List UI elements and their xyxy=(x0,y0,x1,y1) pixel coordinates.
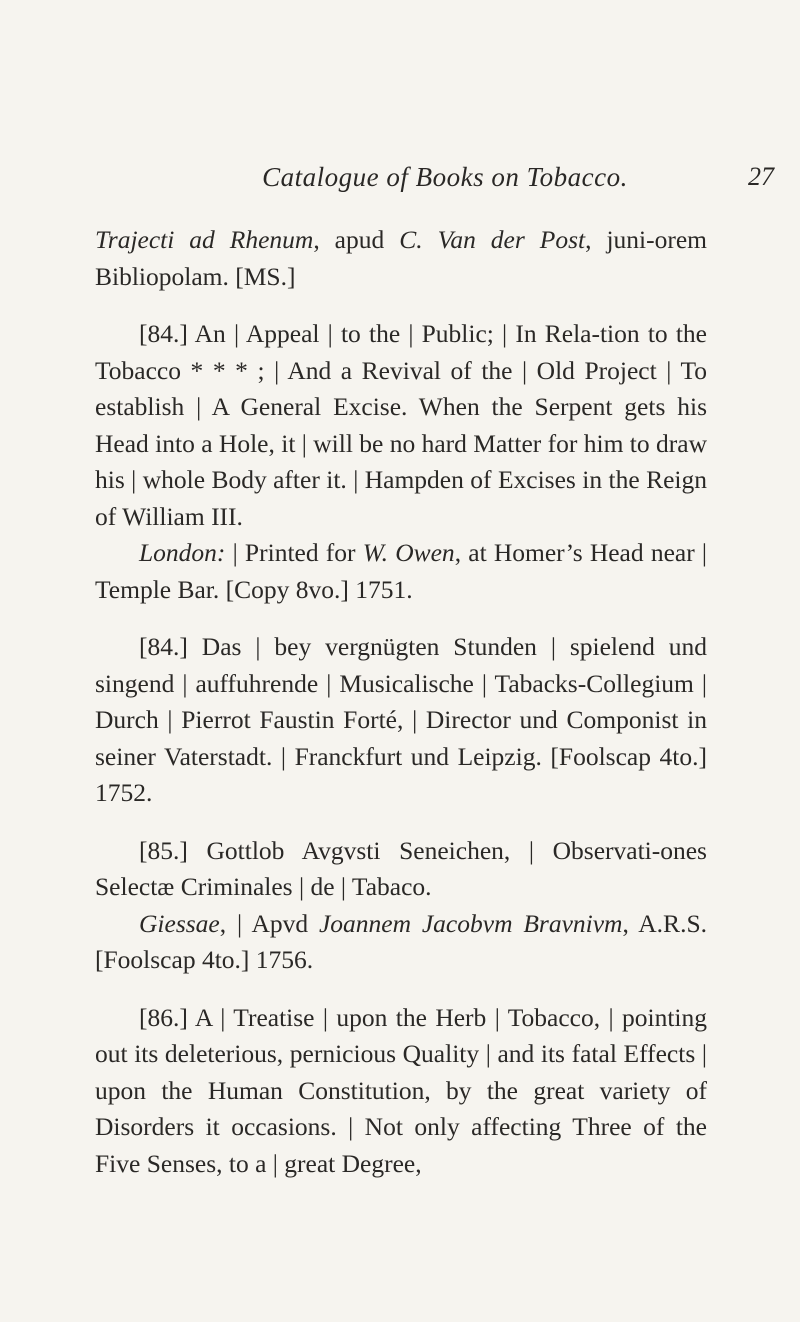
entry-imprint: London: | Printed for W. Owen, at Homer’s Head near | Temple Bar. [Copy 8vo.] 1751. xyxy=(95,538,707,604)
entry-imprint: Giessae, | Apvd Joannem Jacobvm Bravnivm, A.R.S. [Foolscap 4to.] 1756. xyxy=(95,908,708,974)
page-number: 27 xyxy=(748,162,774,191)
catalogue-entry-continuation xyxy=(95,222,707,295)
catalogue-entry-84-das xyxy=(95,629,707,812)
running-head-title: Catalogue of Books on Tobacco. xyxy=(262,162,628,192)
entry-text: [84.] Das | bey vergnügten Stunden | spielend und singend | auffuhrende | Musicalische | Tabacks-Collegium | Durch | Pierrot Faustin Forté, | Director und Componist in seiner Vaterstadt. | Franckfurt und Leipzig. [Foolscap 4to.] 1752. xyxy=(95,632,707,807)
catalogue-text xyxy=(95,222,707,1203)
entry-text: Trajecti ad Rhenum, apud C. Van der Post, juni-orem Bibliopolam. [MS.] xyxy=(95,225,708,291)
catalogue-entry-85 xyxy=(95,833,707,979)
catalogue-entry-86 xyxy=(95,1000,707,1183)
entry-text: [84.] An | Appeal | to the | Public; | In Rela-tion to the Tobacco * * * ; | And a Revival of the | Old Project | To establish | A General Excise. When the Serpent gets his Head into a Hole, it | will be no hard Matter for him to draw his | whole Body after it. | Hampden of Excises in the Reign of William III. xyxy=(95,319,707,531)
catalogue-entry-84-appeal xyxy=(95,316,707,608)
entry-text: [85.] Gottlob Avgvsti Seneichen, | Observati-ones Selectæ Criminales | de | Tabaco. xyxy=(95,835,707,901)
entry-text: [86.] A | Treatise | upon the Herb | Tobacco, | pointing out its deleterious, pernicious Quality | and its fatal Effects | upon the Human Constitution, by the great variety of Disorders it occasions. | Not only affecting Three of the Five Senses, to a | great Degree, xyxy=(95,1002,707,1178)
